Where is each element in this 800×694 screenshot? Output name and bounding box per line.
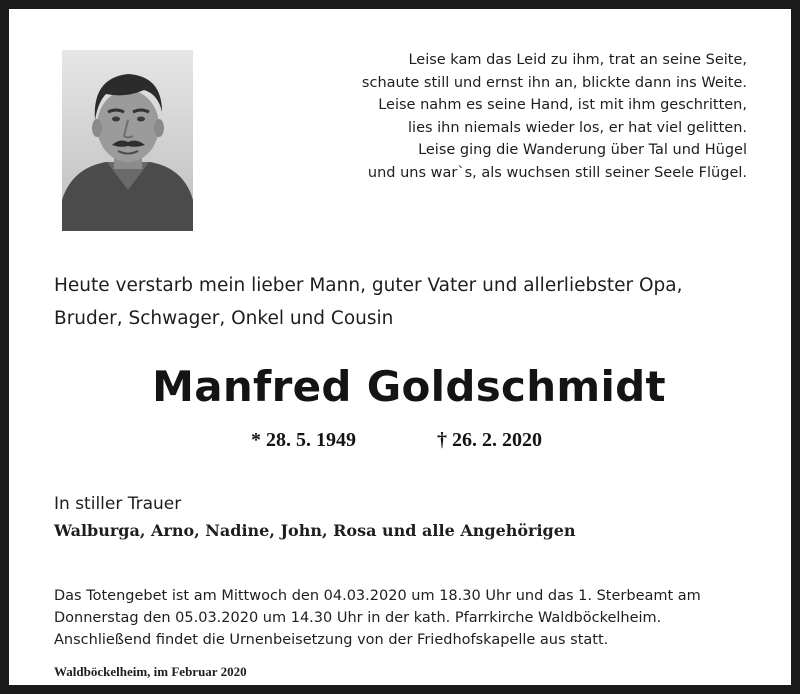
intro-line: Bruder, Schwager, Onkel und Cousin [54, 308, 394, 329]
birth-date: * 28. 5. 1949 [251, 429, 356, 451]
announcement-intro [54, 269, 774, 335]
death-date: † 26. 2. 2020 [437, 429, 542, 451]
poem-line: schaute still und ernst ihn an, blickte dann ins Weite. [361, 74, 747, 91]
deceased-name: Manfred Goldschmidt [152, 362, 666, 411]
poem-line: und uns war`s, als wuchsen still seiner Seele Flügel. [367, 164, 747, 181]
service-line: Anschließend findet die Urnenbeisetzung von der Friedhofskapelle aus statt. [54, 632, 609, 648]
place-and-date: Waldböckelheim, im Februar 2020 [54, 664, 247, 679]
service-details [54, 585, 774, 651]
mourner-names: Walburga, Arno, Nadine, John, Rosa und alle Angehörigen [54, 521, 576, 540]
poem-line: Leise ging die Wanderung über Tal und Hügel [418, 142, 747, 159]
service-line: Donnerstag den 05.03.2020 um 14.30 Uhr in der kath. Pfarrkirche Waldböckelheim. [54, 610, 662, 626]
poem-line: Leise kam das Leid zu ihm, trat an seine Seite, [408, 52, 747, 68]
intro-line: Heute verstarb mein lieber Mann, guter Vater und allerliebster Opa, [54, 275, 683, 296]
mourning-label: In stiller Trauer [54, 494, 182, 514]
memorial-poem [247, 49, 747, 185]
poem-line: Leise nahm es seine Hand, ist mit ihm geschritten, [378, 97, 747, 114]
mourners-section [54, 491, 774, 545]
poem-line: lies ihn niemals wieder los, er hat viel gelitten. [408, 119, 747, 136]
portrait-photo-icon [62, 50, 193, 231]
portrait-photo [62, 50, 193, 231]
service-line: Das Totengebet ist am Mittwoch den 04.03.2020 um 18.30 Uhr und das 1. Sterbeamt am [54, 588, 701, 604]
